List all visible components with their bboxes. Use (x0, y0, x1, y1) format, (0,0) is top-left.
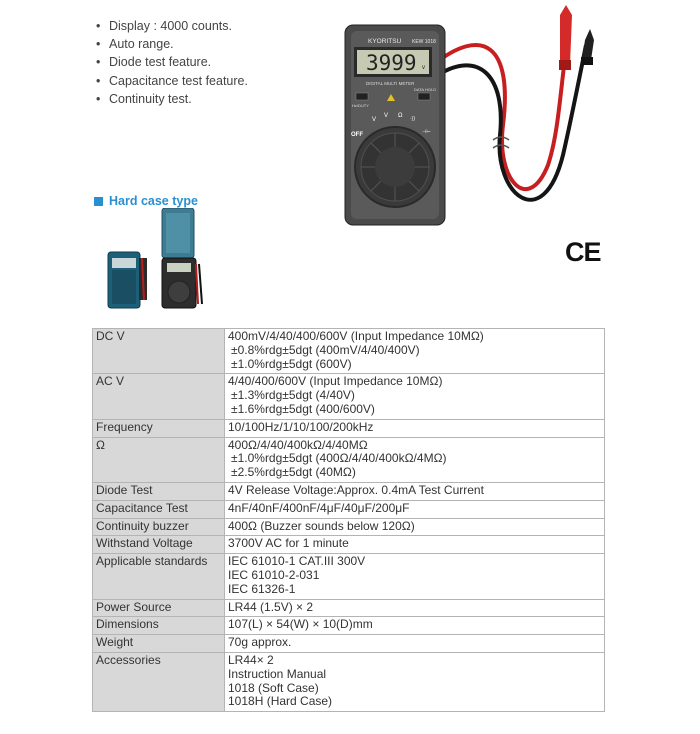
feature-list (96, 17, 248, 108)
meter-hz-label: Hz/DUTY (352, 103, 369, 108)
hard-case-heading (94, 194, 198, 208)
bullet-icon: • (96, 91, 101, 106)
spec-value (225, 500, 605, 518)
meter-off-label: OFF (351, 132, 363, 138)
spec-value (225, 652, 605, 711)
svg-text:V: V (372, 117, 377, 123)
svg-text:Ω: Ω (398, 113, 403, 119)
feature-item: • Capacitance test feature. (96, 72, 248, 90)
spec-value (225, 437, 605, 482)
spec-label: Weight (93, 635, 225, 653)
spec-value-line: 4V Release Voltage:Approx. 0.4mA Test Current (228, 482, 484, 497)
spec-value (225, 554, 605, 599)
spec-value (225, 419, 605, 437)
spec-label: DC V (93, 329, 225, 374)
spec-label: Ω (93, 437, 225, 482)
spec-value-line: IEC 61010-2-031 (228, 567, 320, 582)
hard-case-image (106, 208, 206, 310)
bullet-icon: • (96, 55, 101, 70)
meter-display-unit: v (422, 65, 425, 71)
spec-label: Dimensions (93, 617, 225, 635)
spec-value-line: ±2.5%rdg±5dgt (40MΩ) (231, 465, 356, 480)
spec-value-line: 4/40/400/600V (Input Impedance 10MΩ) (228, 374, 443, 389)
spec-value-line: LR44× 2 (228, 652, 274, 667)
spec-row (93, 482, 605, 500)
spec-value-line: 4nF/40nF/400nF/4μF/40μF/200μF (228, 500, 410, 515)
feature-item: • Display : 4000 counts. (96, 17, 248, 35)
spec-row (93, 437, 605, 482)
spec-value-line: 400mV/4/40/400/600V (Input Impedance 10MΩ) (228, 329, 484, 343)
spec-value (225, 482, 605, 500)
spec-row (93, 652, 605, 711)
spec-value (225, 617, 605, 635)
meter-data-hold-label: DATA HOLD (414, 87, 437, 92)
spec-table-body (93, 329, 605, 712)
spec-row (93, 500, 605, 518)
feature-item: • Continuity test. (96, 90, 248, 108)
meter-model: KEW 1018 (412, 39, 436, 45)
spec-row (93, 329, 605, 374)
meter-display-value: 3999 (366, 51, 417, 75)
spec-value-line: IEC 61010-1 CAT.III 300V (228, 554, 366, 569)
spec-value-line: ±1.3%rdg±5dgt (4/40V) (231, 388, 355, 403)
spec-value (225, 635, 605, 653)
multimeter-image (338, 5, 613, 230)
bullet-icon: • (96, 37, 101, 52)
meter-panel-label: DIGITAL MULTI METER (366, 81, 415, 86)
spec-row (93, 599, 605, 617)
spec-label: Applicable standards (93, 554, 225, 599)
spec-label: Accessories (93, 652, 225, 711)
spec-label: Power Source (93, 599, 225, 617)
spec-value-line: 400Ω (Buzzer sounds below 120Ω) (228, 518, 415, 533)
svg-text:·)): ·)) (410, 116, 415, 122)
spec-label: AC V (93, 374, 225, 419)
spec-row (93, 617, 605, 635)
svg-text:V: V (384, 113, 389, 119)
spec-value-line: 400Ω/4/40/400kΩ/4/40MΩ (228, 437, 368, 452)
spec-row (93, 635, 605, 653)
feature-item: • Diode test feature. (96, 53, 248, 71)
spec-row (93, 374, 605, 419)
data-hold-button (418, 93, 430, 100)
spec-label: Capacitance Test (93, 500, 225, 518)
spec-value-line: 10/100Hz/1/10/100/200kHz (228, 419, 374, 434)
spec-value-line: 1018H (Hard Case) (228, 694, 333, 709)
spec-value (225, 518, 605, 536)
spec-value-line: ±1.0%rdg±5dgt (600V) (231, 356, 352, 371)
spec-label: Withstand Voltage (93, 536, 225, 554)
spec-label: Frequency (93, 419, 225, 437)
meter-brand: KYORITSU (368, 38, 402, 45)
spec-value-line: ±0.8%rdg±5dgt (400mV/4/40/400V) (231, 342, 420, 357)
spec-row (93, 518, 605, 536)
spec-value-line: Instruction Manual (228, 666, 327, 681)
spec-row (93, 536, 605, 554)
spec-value (225, 536, 605, 554)
spec-value-line: IEC 61326-1 (228, 581, 296, 596)
spec-label: Diode Test (93, 482, 225, 500)
spec-value-line: 3700V AC for 1 minute (228, 536, 349, 551)
spec-value-line: ±1.0%rdg±5dgt (400Ω/4/40/400kΩ/4MΩ) (231, 451, 447, 466)
ce-mark-logo: CE (565, 237, 601, 267)
spec-value-line: 1018 (Soft Case) (228, 680, 319, 695)
spec-value-line: LR44 (1.5V) × 2 (228, 599, 314, 614)
svg-text:⊣⊢: ⊣⊢ (422, 129, 431, 135)
bullet-icon: • (96, 19, 101, 33)
spec-row (93, 419, 605, 437)
spec-value-line: 107(L) × 54(W) × 10(D)mm (228, 617, 373, 632)
bullet-icon: • (96, 73, 101, 88)
hard-case-title: Hard case type (109, 194, 198, 208)
spec-value (225, 329, 605, 374)
spec-value-line: ±1.6%rdg±5dgt (400/600V) (231, 401, 375, 416)
spec-value-line: 70g approx. (228, 635, 292, 650)
spec-table (92, 328, 605, 712)
feature-item: • Auto range. (96, 35, 248, 53)
spec-row (93, 554, 605, 599)
spec-label: Continuity buzzer (93, 518, 225, 536)
hz-button (356, 93, 368, 100)
square-bullet-icon (94, 197, 103, 206)
spec-value (225, 599, 605, 617)
spec-value (225, 374, 605, 419)
